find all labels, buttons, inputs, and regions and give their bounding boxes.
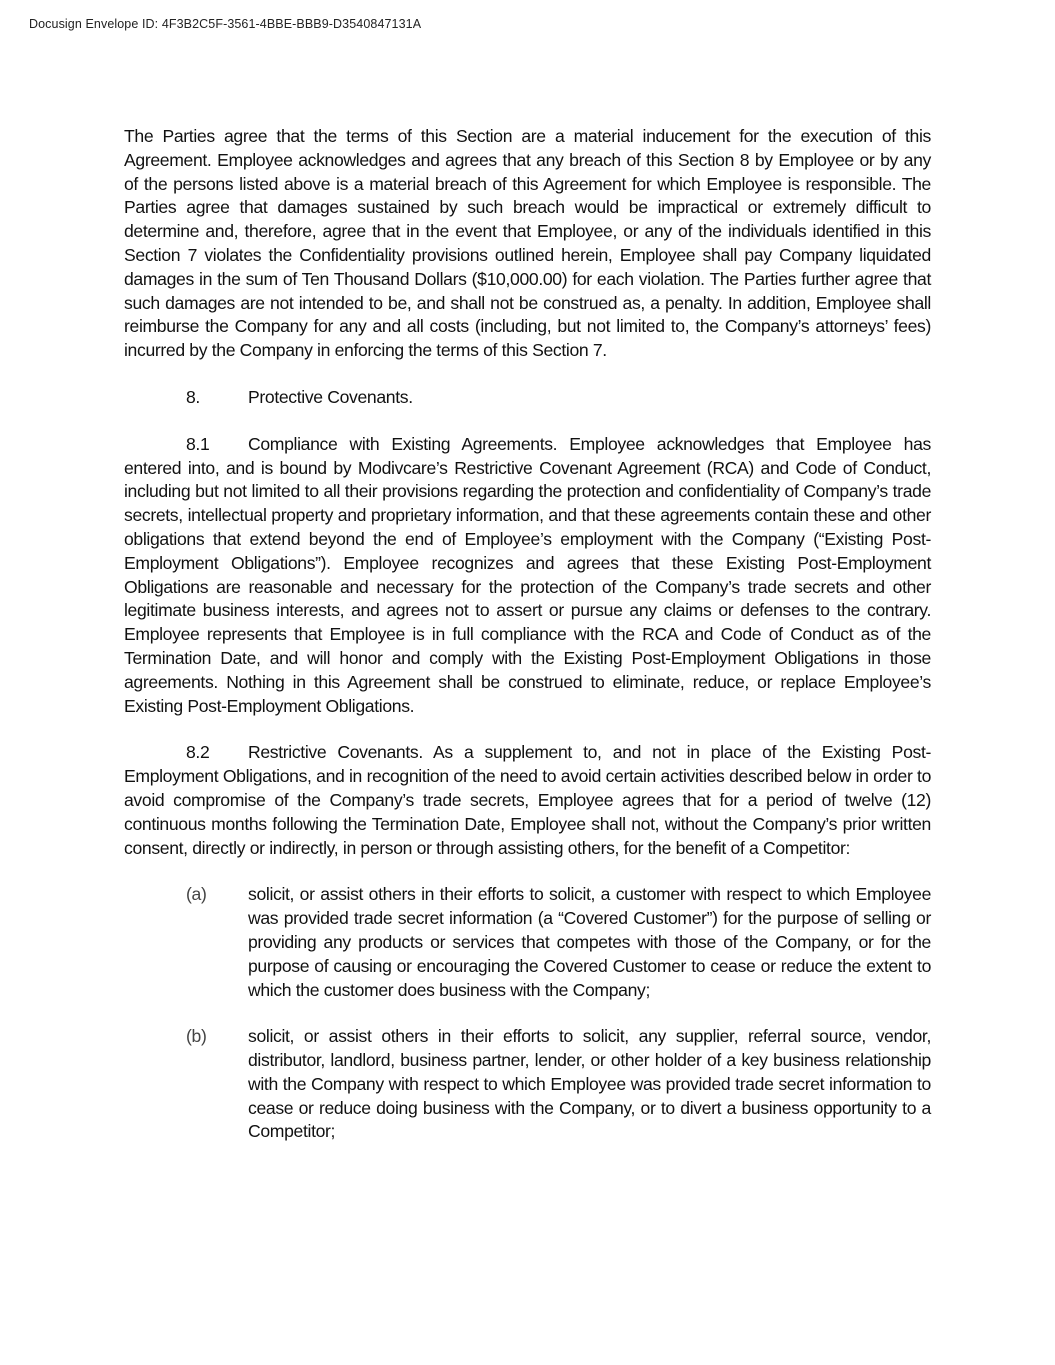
- list-item-label: (a): [186, 884, 207, 905]
- list-item-text: solicit, or assist others in their efforts to solicit, a customer with respect to which Employee was provided trade secret information (a “Covered Customer”) for the purpose of selling or providing any products or services that competes with those of the Company, or for the purpose of causing or encouraging the Covered Customer to cease or reduce the extent to which the customer does business with the Company;: [248, 884, 931, 1000]
- section-8-1-number: 8.1: [186, 433, 210, 454]
- section-8-1-text: Compliance with Existing Agreements. Employee acknowledges that Employee has entered into, and is bound by Modivcare’s Restrictive Covenant Agreement (RCA) and Code of Conduct, including but not limited to all their provisions regarding the protection and confidentiality of Company’s trade secrets, intellectual property and proprietary information, and that these agreements contain these and other obligations that extend beyond the end of Employee’s employment with the Company (“Existing Post-Employment Obligations”). Employee recognizes and agrees that these Existing Post-Employment Obligations are reasonable and necessary for the protection of the Company’s trade secrets and other legitimate business interests, and agrees not to assert or pursue any claims or defenses to the contrary. Employee represents that Employee is in full compliance with the RCA and Code of Conduct as of the Termination Date, and will honor and comply with the Existing Post-Employment Obligations in those agreements. Nothing in this Agreement shall be construed to eliminate, reduce, or replace Employee’s Existing Post-Employment Obligations.: [124, 433, 931, 716]
- list-item-b: [186, 1025, 931, 1144]
- document-body: [124, 125, 931, 1167]
- section-8-heading: [186, 386, 931, 410]
- section-8-number: 8.: [186, 386, 200, 407]
- section-8-1-paragraph: [124, 433, 931, 719]
- section-8-2-number: 8.2: [186, 742, 210, 763]
- intro-paragraph: The Parties agree that the terms of this Section are a material inducement for the execution of this Agreement. Employee acknowledges and agrees that any breach of this Section 8 by Employee or by any of the persons listed above is a material breach of this Agreement for which Employee is responsible. The Parties agree that damages sustained by such breach would be impractical or extremely difficult to determine and, therefore, agree that in the event that Employee, or any of the individuals identified in this Section 7 violates the Confidentiality provisions outlined herein, Employee shall pay Company liquidated damages in the sum of Ten Thousand Dollars ($10,000.00) for each violation. The Parties further agree that such damages are not intended to be, and shall not be construed as, a penalty. In addition, Employee shall reimburse the Company for any and all costs (including, but not limited to, the Company’s attorneys’ fees) incurred by the Company in enforcing the terms of this Section 7.: [124, 126, 931, 361]
- section-8-2-paragraph: [124, 741, 931, 860]
- section-8-title: Protective Covenants.: [248, 386, 413, 407]
- envelope-id: Docusign Envelope ID: 4F3B2C5F-3561-4BBE-BBB9-D3540847131A: [29, 17, 422, 31]
- list-item-label: (b): [186, 1026, 207, 1047]
- list-item-text: solicit, or assist others in their efforts to solicit, any supplier, referral source, vendor, distributor, landlord, business partner, lender, or other holder of a key business relationship with the Company with respect to which Employee was provided trade secret information to cease or reduce doing business with the Company, or to divert a business opportunity to a Competitor;: [248, 1026, 931, 1142]
- section-8-2-text: Restrictive Covenants. As a supplement to, and not in place of the Existing Post-Employment Obligations, and in recognition of the need to avoid certain activities described below in order to avoid compromise of the Company’s trade secrets, Employee agrees that for a period of twelve (12) continuous months following the Termination Date, Employee shall not, without the Company’s prior written consent, directly or indirectly, in person or through assisting others, for the benefit of a Competitor:: [124, 742, 931, 858]
- list-item-a: [186, 883, 931, 1002]
